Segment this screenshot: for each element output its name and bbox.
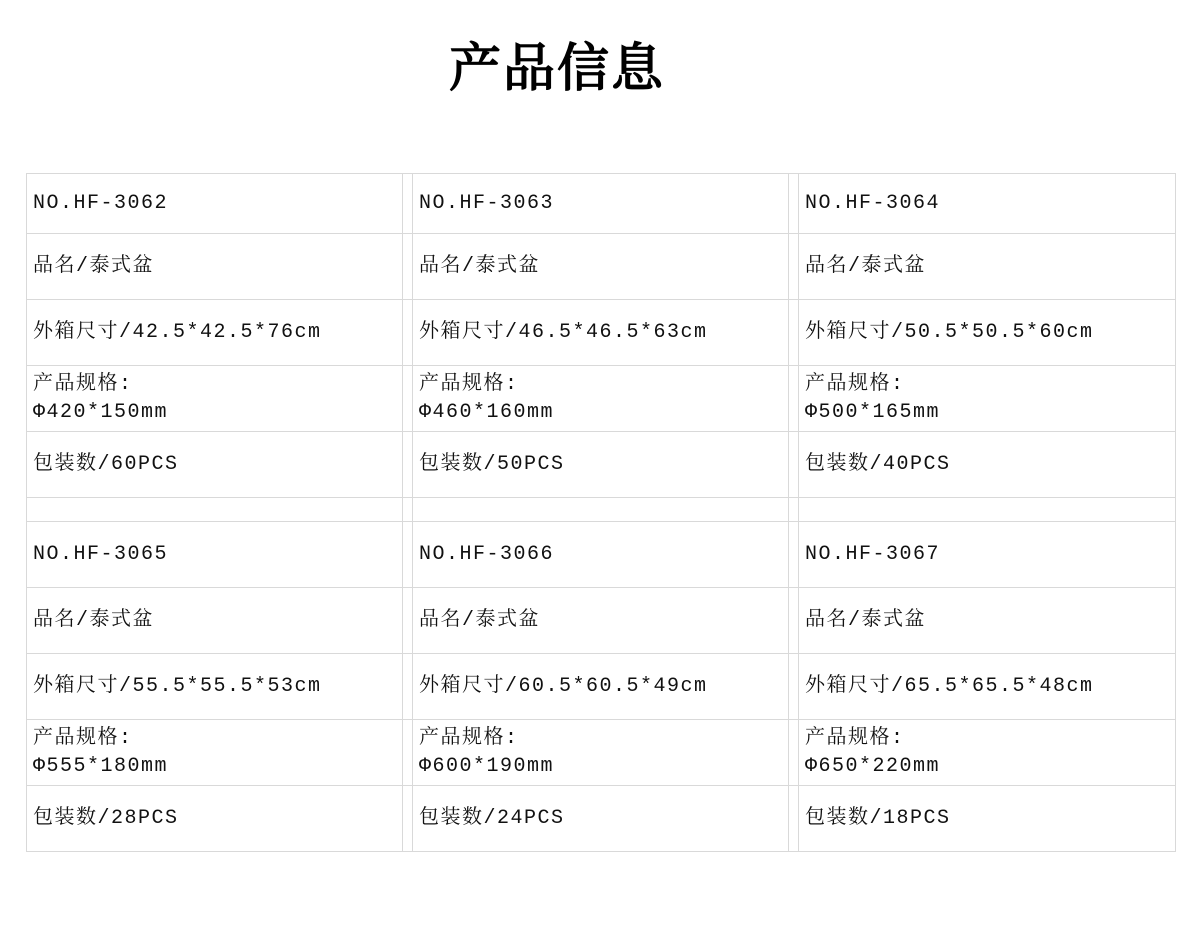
product-spec <box>799 720 1176 786</box>
table-row <box>27 720 1176 786</box>
spacer-cell <box>403 174 413 234</box>
table-row <box>27 522 1176 588</box>
spec-value: Φ460*160mm <box>419 400 555 424</box>
spacer-cell <box>403 786 413 852</box>
product-name: 品名/泰式盆 <box>799 588 1176 654</box>
spacer-cell <box>789 588 799 654</box>
spacer-cell <box>403 654 413 720</box>
spacer-cell <box>403 522 413 588</box>
product-name: 品名/泰式盆 <box>27 234 403 300</box>
table-row <box>27 588 1176 654</box>
spec-label: 产品规格: <box>419 726 519 750</box>
product-box-size: 外箱尺寸/42.5*42.5*76cm <box>27 300 403 366</box>
spacer-cell <box>789 174 799 234</box>
product-pack-qty: 包装数/60PCS <box>27 432 403 498</box>
product-no: NO.HF-3066 <box>413 522 789 588</box>
table-row <box>27 234 1176 300</box>
spacer-cell <box>789 654 799 720</box>
table-row <box>27 654 1176 720</box>
product-name: 品名/泰式盆 <box>27 588 403 654</box>
spec-label: 产品规格: <box>33 372 133 396</box>
product-box-size: 外箱尺寸/65.5*65.5*48cm <box>799 654 1176 720</box>
spec-value: Φ420*150mm <box>33 400 169 424</box>
spacer-cell <box>403 300 413 366</box>
spacer-cell <box>403 498 413 522</box>
spacer-cell <box>789 498 799 522</box>
spec-label: 产品规格: <box>805 372 905 396</box>
spec-value: Φ555*180mm <box>33 754 169 778</box>
spacer-cell <box>789 234 799 300</box>
product-box-size: 外箱尺寸/46.5*46.5*63cm <box>413 300 789 366</box>
product-pack-qty: 包装数/50PCS <box>413 432 789 498</box>
spacer-cell <box>789 366 799 432</box>
spacer-cell <box>789 720 799 786</box>
product-name: 品名/泰式盆 <box>799 234 1176 300</box>
product-pack-qty: 包装数/28PCS <box>27 786 403 852</box>
spacer-row <box>27 498 1176 522</box>
spec-value: Φ500*165mm <box>805 400 941 424</box>
product-info-table <box>26 173 1176 852</box>
product-name: 品名/泰式盆 <box>413 234 789 300</box>
product-pack-qty: 包装数/18PCS <box>799 786 1176 852</box>
spec-label: 产品规格: <box>805 726 905 750</box>
page-title: 产品信息 <box>448 40 665 98</box>
spacer-cell <box>403 366 413 432</box>
product-spec <box>27 720 403 786</box>
spec-label: 产品规格: <box>33 726 133 750</box>
product-no: NO.HF-3064 <box>799 174 1176 234</box>
product-box-size: 外箱尺寸/55.5*55.5*53cm <box>27 654 403 720</box>
product-spec <box>413 720 789 786</box>
spacer-cell <box>403 720 413 786</box>
spacer-cell <box>799 498 1176 522</box>
product-no: NO.HF-3062 <box>27 174 403 234</box>
spacer-cell <box>789 522 799 588</box>
spec-label: 产品规格: <box>419 372 519 396</box>
spacer-cell <box>403 432 413 498</box>
product-box-size: 外箱尺寸/50.5*50.5*60cm <box>799 300 1176 366</box>
product-pack-qty: 包装数/40PCS <box>799 432 1176 498</box>
spacer-cell <box>789 786 799 852</box>
product-spec <box>413 366 789 432</box>
spacer-cell <box>789 300 799 366</box>
spec-value: Φ600*190mm <box>419 754 555 778</box>
product-spec <box>27 366 403 432</box>
table-row <box>27 300 1176 366</box>
product-spec <box>799 366 1176 432</box>
spec-value: Φ650*220mm <box>805 754 941 778</box>
spacer-cell <box>403 588 413 654</box>
table-row <box>27 786 1176 852</box>
product-no: NO.HF-3067 <box>799 522 1176 588</box>
product-no: NO.HF-3063 <box>413 174 789 234</box>
table-row <box>27 432 1176 498</box>
table-row <box>27 366 1176 432</box>
spacer-cell <box>403 234 413 300</box>
product-name: 品名/泰式盆 <box>413 588 789 654</box>
spacer-cell <box>27 498 403 522</box>
spacer-cell <box>789 432 799 498</box>
table-row <box>27 174 1176 234</box>
product-box-size: 外箱尺寸/60.5*60.5*49cm <box>413 654 789 720</box>
product-pack-qty: 包装数/24PCS <box>413 786 789 852</box>
spacer-cell <box>413 498 789 522</box>
product-no: NO.HF-3065 <box>27 522 403 588</box>
